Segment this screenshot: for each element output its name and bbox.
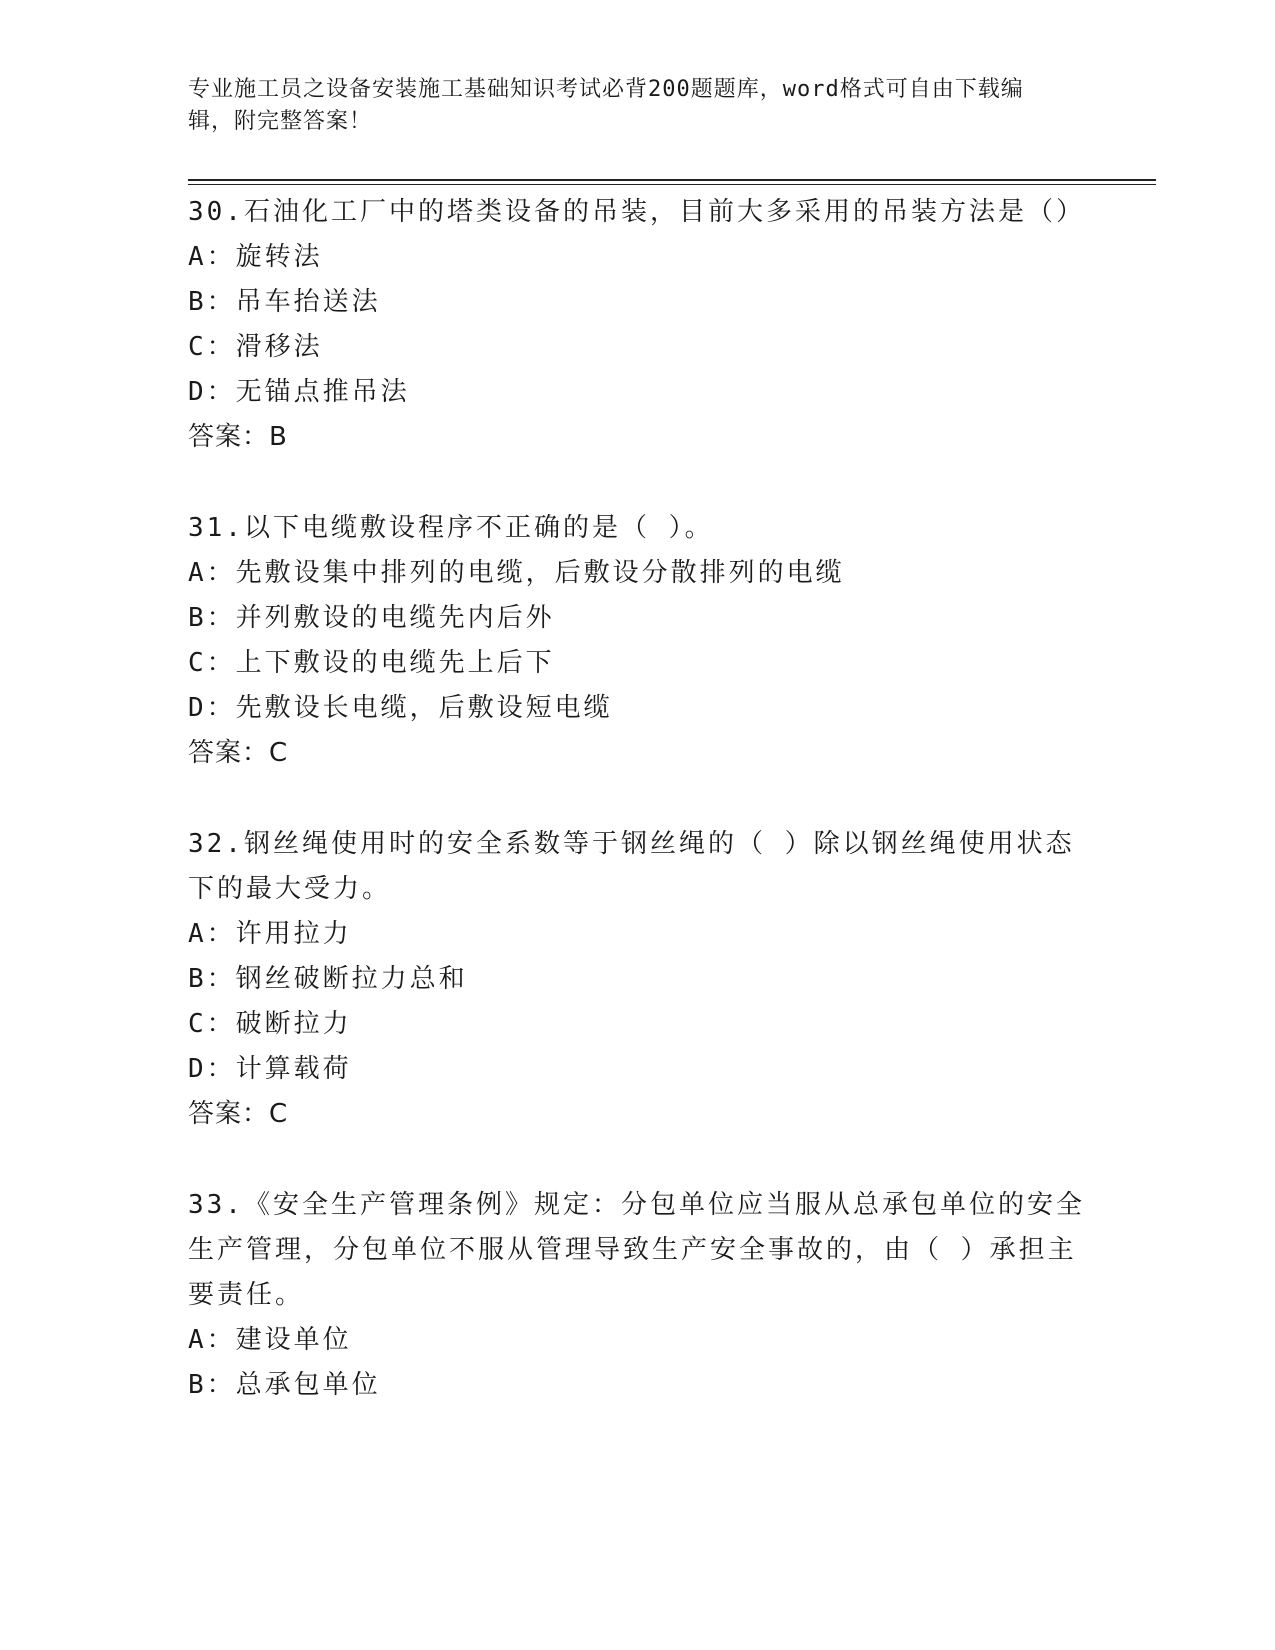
question-31: [188, 506, 1088, 776]
header-divider-thin: [188, 184, 1156, 185]
option-c: C：上下敷设的电缆先上后下: [188, 648, 555, 678]
question-text: 33.《安全生产管理条例》规定：分包单位应当服从总承包单位的安全生产管理，分包单位不服从管理导致生产安全事故的，由（ ）承担主要责任。: [188, 1190, 1085, 1310]
question-32: [188, 822, 1088, 1137]
document-header: 专业施工员之设备安装施工基础知识考试必背200题题库，word格式可自由下载编辑，附完整答案！: [188, 77, 1024, 134]
question-list: [188, 190, 1088, 1454]
option-d: D：计算载荷: [188, 1054, 352, 1084]
question-text: 32.钢丝绳使用时的安全系数等于钢丝绳的（ ）除以钢丝绳使用状态下的最大受力。: [188, 829, 1075, 904]
question-text: 31.以下电缆敷设程序不正确的是（ ）。: [188, 513, 714, 543]
answer: 答案：C: [188, 1099, 289, 1129]
header-divider-thick: [188, 179, 1156, 181]
option-b: B：总承包单位: [188, 1370, 381, 1400]
answer: 答案：B: [188, 422, 288, 452]
option-b: B：钢丝破断拉力总和: [188, 964, 468, 994]
option-d: D：先敷设长电缆，后敷设短电缆: [188, 693, 613, 723]
question-33: [188, 1183, 1088, 1408]
option-a: A：许用拉力: [188, 919, 352, 949]
option-b: B：吊车抬送法: [188, 287, 381, 317]
option-d: D：无锚点推吊法: [188, 377, 410, 407]
option-b: B：并列敷设的电缆先内后外: [188, 603, 555, 633]
option-a: A：旋转法: [188, 242, 323, 272]
option-a: A：建设单位: [188, 1325, 352, 1355]
option-c: C：滑移法: [188, 332, 323, 362]
option-a: A：先敷设集中排列的电缆，后敷设分散排列的电缆: [188, 558, 845, 588]
option-c: C：破断拉力: [188, 1009, 352, 1039]
answer: 答案：C: [188, 738, 289, 768]
question-30: [188, 190, 1088, 460]
question-text: 30.石油化工厂中的塔类设备的吊装，目前大多采用的吊装方法是（）: [188, 197, 1085, 227]
